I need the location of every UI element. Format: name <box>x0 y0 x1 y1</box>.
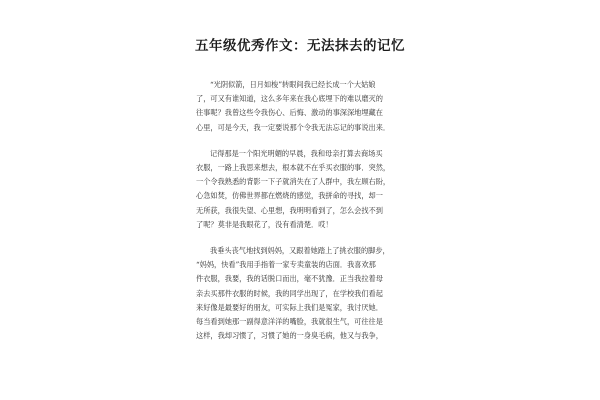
text-line: “妈妈，快看”我用手指着一家专卖童装的店面．我喜欢那 <box>196 260 376 270</box>
paragraph-1 <box>196 78 420 135</box>
text-line: 心里，可是今天，我一定要说那个令我无法忘记的事说出来． <box>196 122 391 132</box>
text-line: 无所获，我很失望、心里想，我明明看到了，怎么会找不到 <box>196 205 383 215</box>
text-line: 心急如焚，仿佛世界都在燃烧的感觉，我拼命的寻找，却一 <box>196 191 383 201</box>
text-line: “光阴似箭，日月如梭”转眼间我已经长成一个大姑娘 <box>210 80 376 89</box>
paragraph-3 <box>196 244 420 343</box>
text-line: 每当看到她那一副得意洋洋的嘴脸，我就很生气，可往往是 <box>196 317 383 327</box>
text-line: 一个令我熟悉的背影一下子就消失在了人群中，我左顾右盼， <box>196 177 391 187</box>
text-line: 来好像是最要好的朋友，可实际上我们是冤家，我讨厌她． <box>196 302 383 312</box>
text-line: 了呢？莫非是我眼花了，没有看清楚．哎！ <box>196 219 333 229</box>
text-line: 衣服，一路上我思来想去，根本就不在乎买衣服的事．突然， <box>196 163 391 173</box>
text-line: 我垂头丧气地找到妈妈，又跟着她踏上了挑衣服的脚步， <box>210 246 390 256</box>
text-line: 了，可又有谁知道，这么多年来在我心底埋下的难以磨灭的 <box>196 94 383 104</box>
text-line: 件衣服，我要，我的话脱口而出，毫不犹豫．正当我拉着母 <box>196 274 383 284</box>
paragraph-2 <box>196 147 420 232</box>
document-body <box>196 78 420 355</box>
document-title: 五年级优秀作文：无法抹去的记忆 <box>195 38 405 54</box>
text-line: 往事呢？我曾这些令我伤心、后悔、激动的事深深地埋藏在 <box>196 108 383 118</box>
text-line: 这样，我却习惯了，习惯了她的一身臭毛病，他又与我争， <box>196 331 383 341</box>
text-line: 记得那是一个阳光明媚的早晨，我和母亲打算去商场买 <box>210 148 383 158</box>
text-line: 亲去买那件衣服的时候，我的同学出现了，在学校我们看起 <box>196 288 383 298</box>
